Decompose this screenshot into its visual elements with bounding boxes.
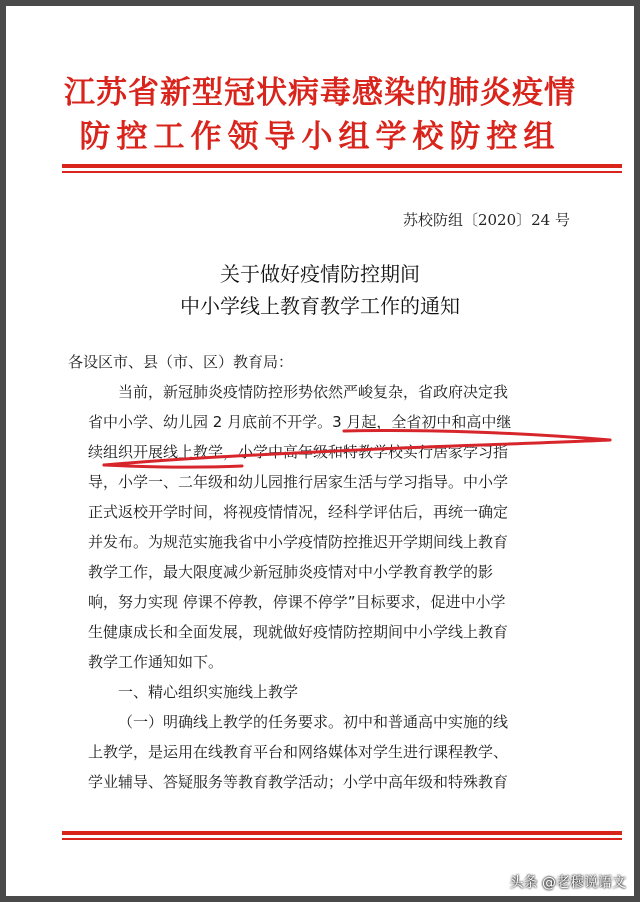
body-line: 学业辅导、答疑服务等教育教学活动；小学中高年级和特殊教育 (88, 773, 509, 791)
footer-red-rule-thin (62, 838, 622, 840)
notice-title-line-1: 关于做好疫情防控期间 (220, 262, 420, 286)
body-line: 生健康成长和全面发展，现就做好疫情防控期间中小学线上教育 (88, 623, 509, 641)
notice-body (68, 351, 572, 801)
body-line: 并发布。为规范实施我省中小学疫情防控推迟开学期间线上教育 (88, 533, 509, 551)
issuer-line-2: 防控工作领导小组学校防控组 (79, 119, 561, 155)
source-watermark: 头条 @老穆说语文 (509, 875, 626, 891)
body-line: 当前，新冠肺炎疫情防控形势依然严峻复杂，省政府决定我 (118, 383, 509, 401)
salutation: 各设区市、县（市、区）教育局： (68, 353, 294, 371)
header-red-rule-thick (62, 164, 622, 168)
document-page (6, 6, 634, 896)
section-heading: 一、精心组织实施线上教学 (118, 683, 299, 701)
footer-red-rule-thick (62, 831, 622, 835)
document-number: 苏校防组〔2020〕24 号 (402, 211, 570, 229)
body-line: 正式返校开学时间，将视疫情情况，经科学评估后，再统一确定 (88, 503, 509, 521)
body-line: 续组织开展线上教学，小学中高年级和特教学校实行居家学习指 (88, 443, 509, 461)
body-line: 导，小学一、二年级和幼儿园推行居家生活与学习指导。中小学 (88, 473, 509, 491)
body-line: 省中小学、幼儿园 2 月底前不开学。3 月起，全省初中和高中继 (88, 413, 512, 431)
body-line: 教学工作，最大限度减少新冠肺炎疫情对中小学教育教学的影 (88, 563, 494, 581)
subsection-heading: （一）明确线上教学的任务要求。初中和普通高中实施的线 (118, 713, 509, 731)
body-line: 上教学，是运用在线教育平台和网络媒体对学生进行课程教学、 (88, 743, 509, 761)
body-line: 教学工作通知如下。 (88, 653, 224, 671)
notice-title-line-2: 中小学线上教育教学工作的通知 (180, 294, 460, 318)
body-line: 响，努力实现 停课不停教，停课不停学”目标要求，促进中小学 (88, 593, 506, 611)
issuer-header (6, 72, 634, 158)
header-red-rule-thin (62, 171, 622, 173)
issuer-line-1: 江苏省新型冠状病毒感染的肺炎疫情 (64, 75, 576, 111)
